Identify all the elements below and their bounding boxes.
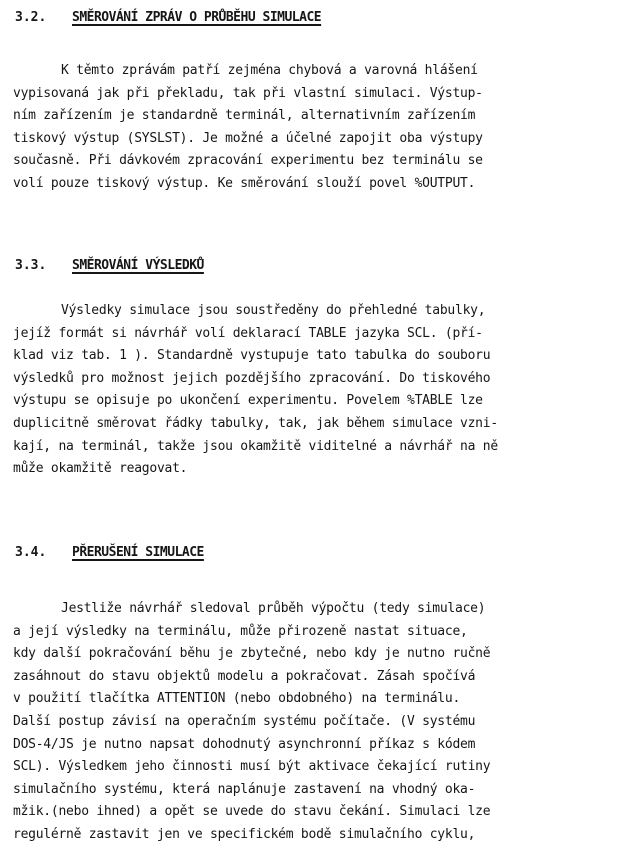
paragraph-line: tiskový výstup (SYSLST). Je možné a účelné zapojit oba výstupy (13, 130, 483, 146)
section-heading-3-3 (15, 256, 204, 276)
paragraph-line: Jestliže návrhář sledoval průběh výpočtu (tedy simulace) (61, 601, 486, 616)
section-number: 3.2. (15, 10, 47, 25)
section-number: 3.3. (15, 258, 47, 273)
paragraph-line: vypisovaná jak při překladu, tak při vlastní simulaci. Výstup- (13, 85, 483, 101)
section-heading-3-2 (15, 8, 321, 28)
paragraph-line: ním zařízením je standardně terminál, alternativním zařízením (13, 108, 476, 124)
paragraph-line: DOS-4/JS je nutno napsat dohodnutý asynchronní příkaz s kódem (13, 736, 476, 752)
paragraph-line: současně. Při dávkovém zpracování experimentu bez terminálu se (13, 153, 483, 169)
paragraph-line: SCL). Výsledkem jeho činnosti musí být aktivace čekající rutiny (13, 759, 491, 775)
section-heading-3-4 (15, 543, 204, 563)
paragraph-line: a její výsledky na terminálu, může přirozeně nastat situace, (13, 623, 468, 639)
section-paragraph-3-3 (13, 300, 498, 481)
section-title: SMĚROVÁNÍ VÝSLEDKŮ (72, 258, 204, 273)
paragraph-line: může okamžitě reagovat. (13, 461, 188, 477)
paragraph-line: kají, na terminál, takže jsou okamžitě viditelné a návrhář na ně (13, 438, 498, 454)
paragraph-line: regulérně zastavit jen ve specifickém bodě simulačního cyklu, (13, 826, 476, 842)
paragraph-line: kdy další pokračování běhu je zbytečné, nebo kdy je nutno ručně (13, 646, 491, 662)
paragraph-line: zasáhnout do stavu objektů modelu a pokračovat. Zásah spočívá (13, 668, 476, 684)
paragraph-line: duplicitně směrovat řádky tabulky, tak, jak během simulace vzni- (13, 415, 498, 431)
paragraph-line: výsledků pro možnost jejich pozdějšího zpracování. Do tiskového (13, 370, 491, 386)
section-number: 3.4. (15, 545, 47, 560)
section-title: PŘERUŠENÍ SIMULACE (72, 545, 204, 560)
paragraph-line: volí pouze tiskový výstup. Ke směrování slouží povel %OUTPUT. (13, 175, 476, 191)
paragraph-line: Další postup závisí na operačním systému počítače. (V systému (13, 713, 476, 729)
paragraph-line: klad viz tab. 1 ). Standardně vystupuje tato tabulka do souboru (13, 348, 491, 364)
paragraph-line: Výsledky simulace jsou soustředěny do přehledné tabulky, (61, 303, 486, 318)
paragraph-line: jejíž formát si návrhář volí deklarací TABLE jazyka SCL. (pří- (13, 325, 483, 341)
paragraph-line: K těmto zprávám patří zejména chybová a varovná hlášení (61, 63, 478, 78)
section-paragraph-3-4 (13, 598, 490, 847)
section-paragraph-3-2 (13, 60, 483, 196)
paragraph-line: simulačního systému, která naplánuje zastavení na vhodný oka- (13, 781, 476, 797)
paragraph-line: mžik.(nebo ihned) a opět se uvede do stavu čekání. Simulaci lze (13, 804, 491, 820)
paragraph-line: v použití tlačítka ATTENTION (nebo obdobného) na terminálu. (13, 691, 461, 707)
paragraph-line: výstupu se opisuje po ukončení experimentu. Povelem %TABLE lze (13, 393, 483, 409)
section-title: SMĚROVÁNÍ ZPRÁV O PRŮBĚHU SIMULACE (72, 10, 322, 25)
